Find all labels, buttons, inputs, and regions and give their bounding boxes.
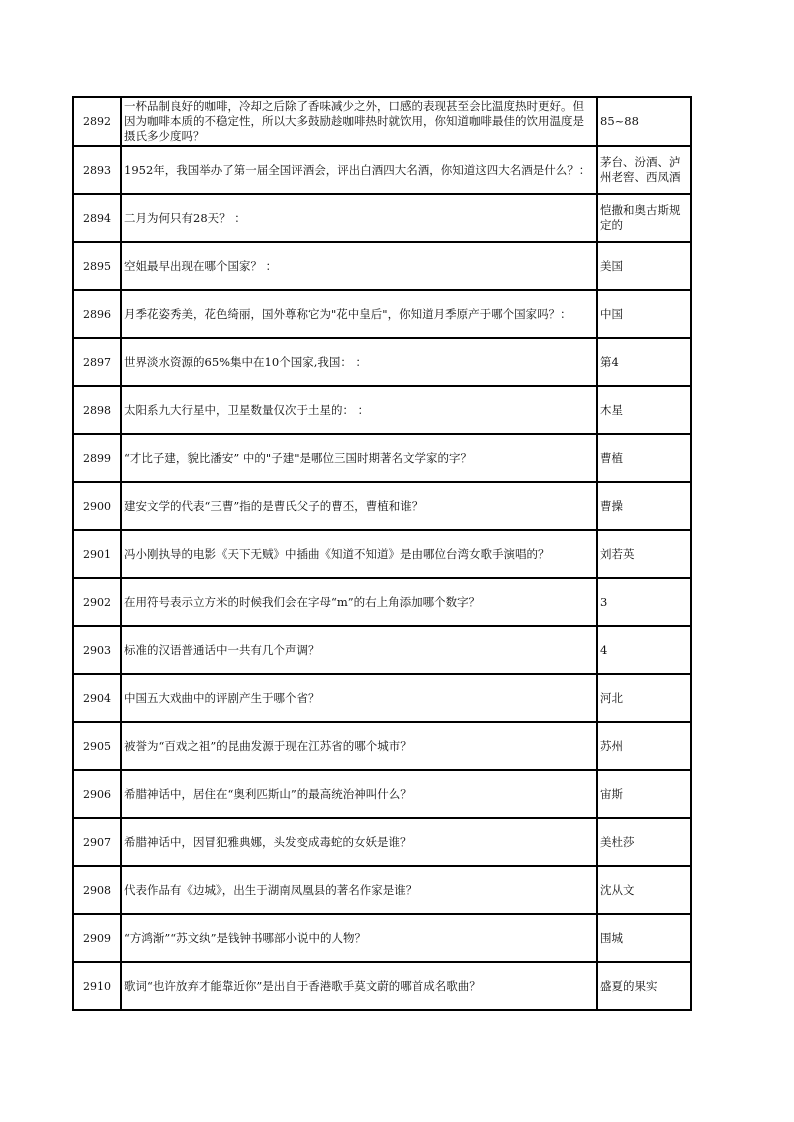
table-row xyxy=(73,97,691,146)
answer-cell: 宙斯 xyxy=(597,770,691,818)
row-number: 2893 xyxy=(73,146,121,194)
row-number: 2909 xyxy=(73,914,121,962)
answer-cell: 4 xyxy=(597,626,691,674)
row-number: 2903 xyxy=(73,626,121,674)
question-cell: 歌词“也许放弃才能靠近你”是出自于香港歌手莫文蔚的哪首成名歌曲？ xyxy=(121,962,597,1010)
question-cell: “才比子建，貌比潘安” 中的"子建"是哪位三国时期著名文学家的字？ xyxy=(121,434,597,482)
table-row xyxy=(73,194,691,242)
row-number: 2904 xyxy=(73,674,121,722)
table-row xyxy=(73,290,691,338)
row-number: 2900 xyxy=(73,482,121,530)
answer-cell: 围城 xyxy=(597,914,691,962)
answer-cell: 盛夏的果实 xyxy=(597,962,691,1010)
table-row xyxy=(73,146,691,194)
table-row xyxy=(73,818,691,866)
answer-cell: 美杜莎 xyxy=(597,818,691,866)
question-cell: 世界淡水资源的65%集中在10个国家,我国： ： xyxy=(121,338,597,386)
question-cell: 空姐最早出现在哪个国家？ ： xyxy=(121,242,597,290)
row-number: 2902 xyxy=(73,578,121,626)
answer-cell: 恺撒和奥古斯规定的 xyxy=(597,194,691,242)
question-cell: 被誉为“百戏之祖”的昆曲发源于现在江苏省的哪个城市？ xyxy=(121,722,597,770)
answer-cell: 85~88 xyxy=(597,97,691,146)
row-number: 2907 xyxy=(73,818,121,866)
table-row xyxy=(73,722,691,770)
table-row xyxy=(73,578,691,626)
row-number: 2901 xyxy=(73,530,121,578)
question-cell: 在用符号表示立方米的时候我们会在字母“m”的右上角添加哪个数字？ xyxy=(121,578,597,626)
row-number: 2899 xyxy=(73,434,121,482)
table-row xyxy=(73,434,691,482)
table-row xyxy=(73,482,691,530)
answer-cell: 3 xyxy=(597,578,691,626)
row-number: 2897 xyxy=(73,338,121,386)
answer-cell: 曹植 xyxy=(597,434,691,482)
table-row xyxy=(73,962,691,1010)
table-row xyxy=(73,338,691,386)
table-row xyxy=(73,914,691,962)
question-cell: 建安文学的代表“三曹”指的是曹氏父子的曹丕，曹植和谁？ xyxy=(121,482,597,530)
answer-cell: 美国 xyxy=(597,242,691,290)
question-cell: 1952年，我国举办了第一届全国评酒会，评出白酒四大名酒，你知道这四大名酒是什么？： xyxy=(121,146,597,194)
question-cell: 希腊神话中，因冒犯雅典娜，头发变成毒蛇的女妖是谁？ xyxy=(121,818,597,866)
quiz-table xyxy=(72,96,692,1011)
answer-cell: 河北 xyxy=(597,674,691,722)
row-number: 2898 xyxy=(73,386,121,434)
answer-cell: 第4 xyxy=(597,338,691,386)
row-number: 2892 xyxy=(73,97,121,146)
question-cell: 代表作品有《边城》，出生于湖南凤凰县的著名作家是谁？ xyxy=(121,866,597,914)
table-row xyxy=(73,866,691,914)
question-cell: 希腊神话中，居住在“奥利匹斯山”的最高统治神叫什么？ xyxy=(121,770,597,818)
answer-cell: 中国 xyxy=(597,290,691,338)
question-cell: “方鸿渐”“苏文纨”是钱钟书哪部小说中的人物？ xyxy=(121,914,597,962)
row-number: 2895 xyxy=(73,242,121,290)
answer-cell: 茅台、汾酒、泸州老窖、西凤酒 xyxy=(597,146,691,194)
question-cell: 冯小刚执导的电影《天下无贼》中插曲《知道不知道》是由哪位台湾女歌手演唱的？ xyxy=(121,530,597,578)
answer-cell: 沈从文 xyxy=(597,866,691,914)
row-number: 2905 xyxy=(73,722,121,770)
question-cell: 太阳系九大行星中，卫星数量仅次于土星的： ： xyxy=(121,386,597,434)
row-number: 2910 xyxy=(73,962,121,1010)
quiz-table-body xyxy=(73,97,691,1010)
row-number: 2908 xyxy=(73,866,121,914)
table-row xyxy=(73,530,691,578)
question-cell: 月季花姿秀美，花色绮丽，国外尊称它为"花中皇后"，你知道月季原产于哪个国家吗？： xyxy=(121,290,597,338)
table-row xyxy=(73,386,691,434)
question-cell: 一杯品制良好的咖啡，冷却之后除了香味减少之外，口感的表现甚至会比温度热时更好。但因为咖啡本质的不稳定性，所以大多鼓励趁咖啡热时就饮用，你知道咖啡最佳的饮用温度是摄氏多少度吗？ xyxy=(121,97,597,146)
table-row xyxy=(73,242,691,290)
answer-cell: 木星 xyxy=(597,386,691,434)
table-row xyxy=(73,674,691,722)
question-cell: 标准的汉语普通话中一共有几个声调？ xyxy=(121,626,597,674)
answer-cell: 曹操 xyxy=(597,482,691,530)
row-number: 2896 xyxy=(73,290,121,338)
answer-cell: 苏州 xyxy=(597,722,691,770)
question-cell: 中国五大戏曲中的评剧产生于哪个省？ xyxy=(121,674,597,722)
row-number: 2894 xyxy=(73,194,121,242)
row-number: 2906 xyxy=(73,770,121,818)
answer-cell: 刘若英 xyxy=(597,530,691,578)
table-row xyxy=(73,626,691,674)
question-cell: 二月为何只有28天？ ： xyxy=(121,194,597,242)
table-row xyxy=(73,770,691,818)
